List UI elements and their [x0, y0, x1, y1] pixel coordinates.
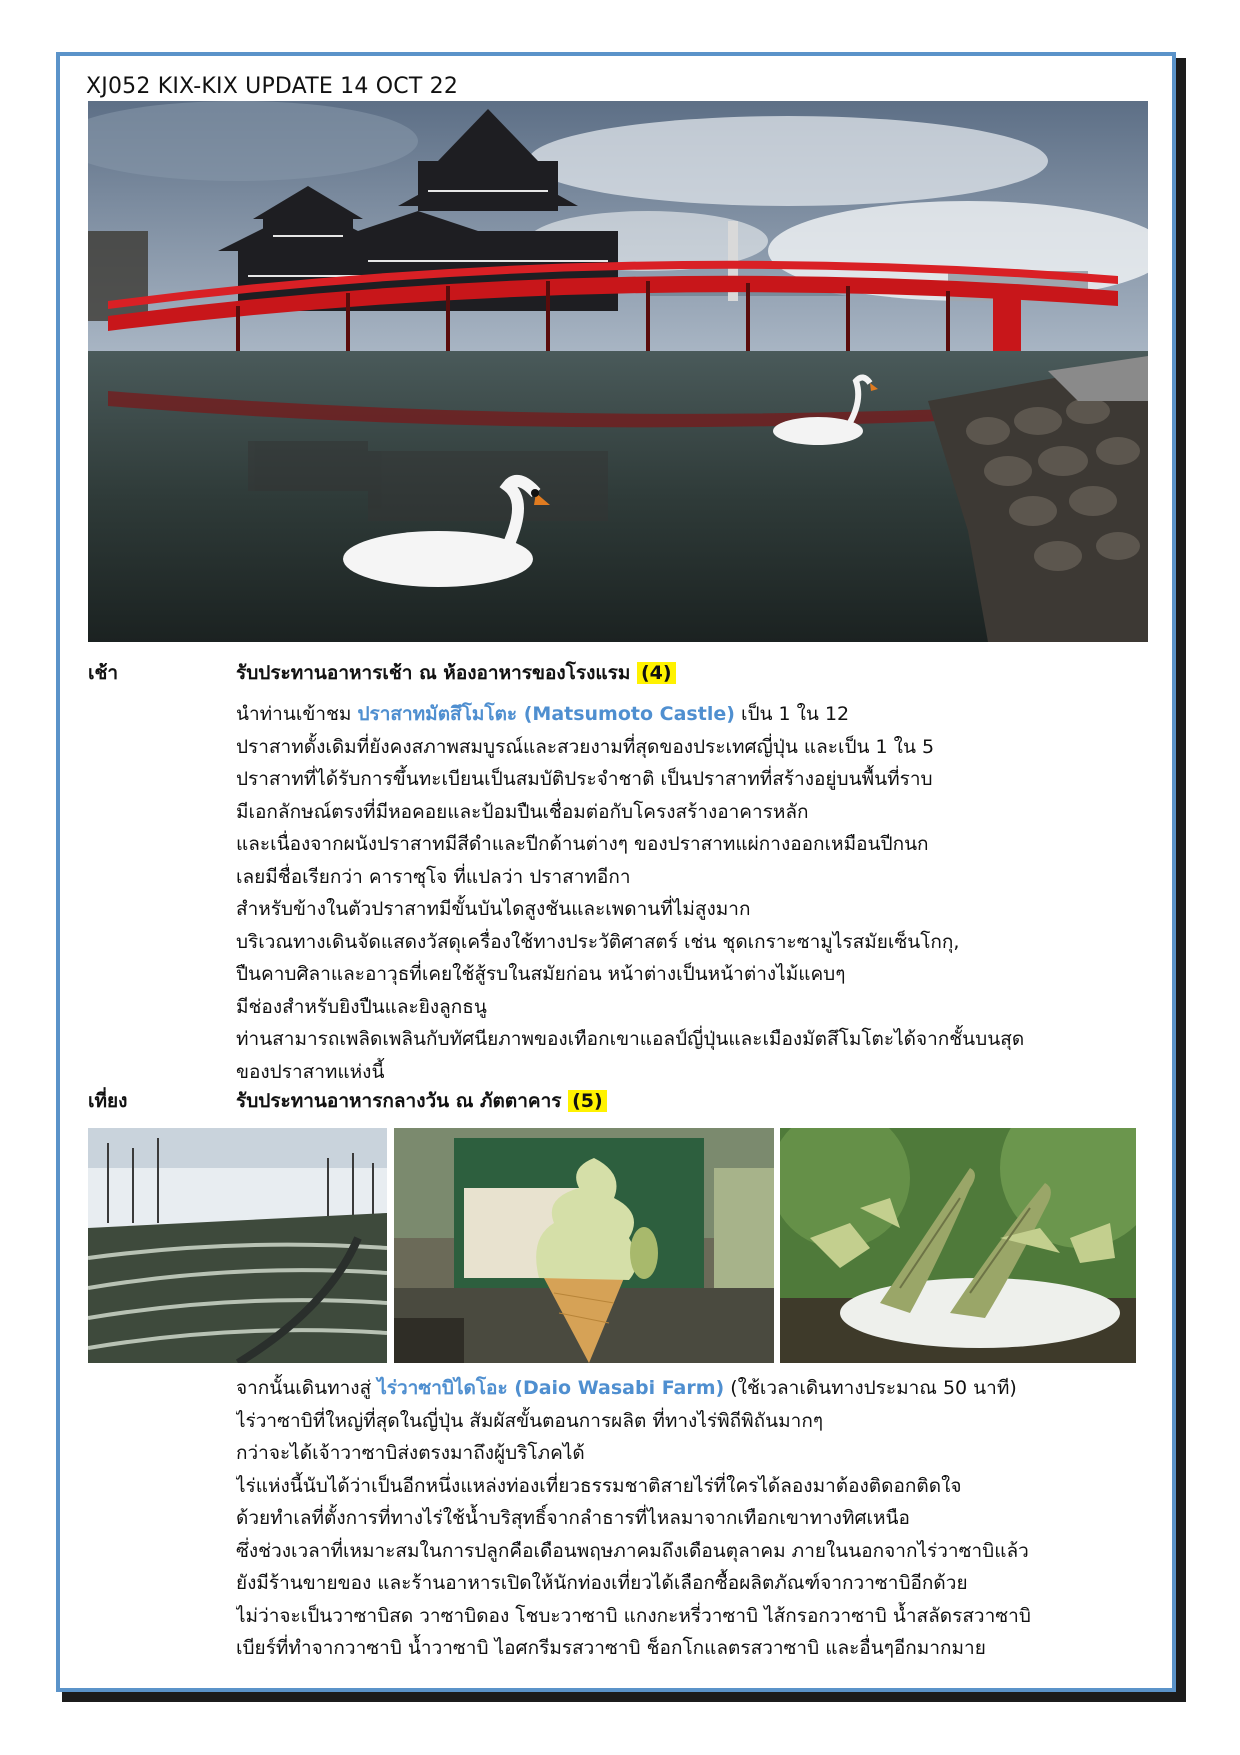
- breakfast-meal-badge: (4): [637, 662, 676, 684]
- wasabi-line: ไร่แห่งนี้นับได้ว่าเป็นอีกหนึ่งแหล่งท่องเที่ยวธรรมชาติสายไร่ที่ใครได้ลองมาต้องติดอกติดใจ: [236, 1474, 962, 1497]
- breakfast-description: [236, 658, 676, 688]
- castle-line: มีช่องสำหรับยิงปืนและยิงลูกธนู: [236, 995, 487, 1018]
- tour-code-header: XJ052 KIX-KIX UPDATE 14 OCT 22: [86, 74, 459, 99]
- castle-line: ปืนคาบศิลาและอาวุธที่เคยใช้สู้รบในสมัยก่อน หน้าต่างเป็นหน้าต่างไม้แคบๆ: [236, 963, 846, 985]
- matsumoto-castle-photo: [88, 101, 1148, 642]
- wasabi-line-1: [236, 1372, 1151, 1405]
- castle-line: ท่านสามารถเพลิดเพลินกับทัศนียภาพของเทือกเขาแอลป์ญี่ปุ่นและเมืองมัตสึโมโตะได้จากชั้นบนสุด: [236, 1028, 1025, 1050]
- castle-intro-end: เป็น 1 ใน 12: [734, 703, 850, 725]
- wasabi-line: ไม่ว่าจะเป็นวาซาบิสด วาซาบิดอง โชบะวาซาบิ แกงกะหรี่วาซาบิ ไส้กรอกวาซาบิ น้ำสลัดรสวาซาบิ: [236, 1604, 1031, 1627]
- wasabi-travel-time: (ใช้เวลาเดินทางประมาณ 50 นาที): [724, 1377, 1017, 1399]
- breakfast-text: รับประทานอาหารเช้า ณ ห้องอาหารของโรงแรม: [236, 662, 631, 684]
- castle-line: ปราสาทที่ได้รับการขึ้นทะเบียนเป็นสมบัติประจำชาติ เป็นปราสาทที่สร้างอยู่บนพื้นที่ราบ: [236, 768, 933, 790]
- wasabi-farm-name-highlight: ไร่วาซาบิไดโอะ (Daio Wasabi Farm): [377, 1377, 725, 1399]
- lunch-meal-badge: (5): [568, 1090, 607, 1112]
- castle-intro: นำท่านเข้าชม: [236, 703, 358, 725]
- wasabi-line: ไร่วาซาบิที่ใหญ่ที่สุดในญี่ปุ่น สัมผัสขั้นตอนการผลิต ที่ทางไร่พิถีพิถันมากๆ: [236, 1409, 824, 1432]
- castle-line: บริเวณทางเดินจัดแสดงวัสดุเครื่องใช้ทางประวัติศาสตร์ เช่น ชุดเกราะซามูไรสมัยเซ็นโกกุ,: [236, 930, 960, 953]
- lunch-label: เที่ยง: [88, 1090, 128, 1112]
- castle-line: มีเอกลักษณ์ตรงที่มีหอคอยและป้อมปืนเชื่อมต่อกับโครงสร้างอาคารหลัก: [236, 800, 809, 823]
- lunch-description: [236, 1086, 607, 1116]
- castle-line: เลยมีชื่อเรียกว่า คาราซุโจ ที่แปลว่า ปราสาทอีกา: [236, 865, 631, 888]
- lunch-text: รับประทานอาหารกลางวัน ณ ภัตตาคาร: [236, 1090, 562, 1112]
- wasabi-line: เบียร์ที่ทำจากวาซาบิ น้ำวาซาบิ ไอศกรีมรสวาซาบิ ช็อกโกแลตรสวาซาบิ และอื่นๆอีกมากมาย: [236, 1637, 986, 1659]
- wasabi-line: ด้วยทำเลที่ตั้งการที่ทางไร่ใช้น้ำบริสุทธิ์จากลำธารที่ไหลมาจากเทือกเขาทางทิศเหนือ: [236, 1507, 910, 1529]
- wasabi-line: ซึ่งช่วงเวลาที่เหมาะสมในการปลูกคือเดือนพฤษภาคมถึงเดือนตุลาคม ภายในนอกจากไร่วาซาบิแล้ว: [236, 1539, 1029, 1562]
- wasabi-field-snow-photo: [88, 1128, 387, 1363]
- wasabi-intro: จากนั้นเดินทางสู่: [236, 1377, 378, 1399]
- castle-line: และเนื่องจากผนังปราสาทมีสีดำและปีกด้านต่างๆ ของปราสาทแผ่กางออกเหมือนปีกนก: [236, 833, 929, 855]
- castle-line: ของปราสาทแห่งนี้: [236, 1060, 385, 1083]
- castle-paragraph: [236, 698, 1151, 1088]
- wasabi-line: ยังมีร้านขายของ และร้านอาหารเปิดให้นักท่องเที่ยวได้เลือกซื้อผลิตภัณฑ์จากวาซาบิอีกด้วย: [236, 1572, 968, 1594]
- fresh-wasabi-root-photo: [780, 1128, 1136, 1363]
- castle-name-highlight: ปราสาทมัตสึโมโตะ (Matsumoto Castle): [357, 703, 735, 725]
- wasabi-soft-serve-photo: [394, 1128, 774, 1363]
- castle-line-1: [236, 698, 1151, 731]
- castle-line: สำหรับข้างในตัวปราสาทมีขั้นบันไดสูงชันและเพดานที่ไม่สูงมาก: [236, 898, 751, 920]
- breakfast-label: เช้า: [88, 662, 119, 684]
- castle-line: ปราสาทดั้งเดิมที่ยังคงสภาพสมบูรณ์และสวยงามที่สุดของประเทศญี่ปุ่น และเป็น 1 ใน 5: [236, 735, 935, 758]
- wasabi-line: กว่าจะได้เจ้าวาซาบิส่งตรงมาถึงผู้บริโภคได้: [236, 1442, 585, 1464]
- wasabi-farm-paragraph: [236, 1372, 1151, 1665]
